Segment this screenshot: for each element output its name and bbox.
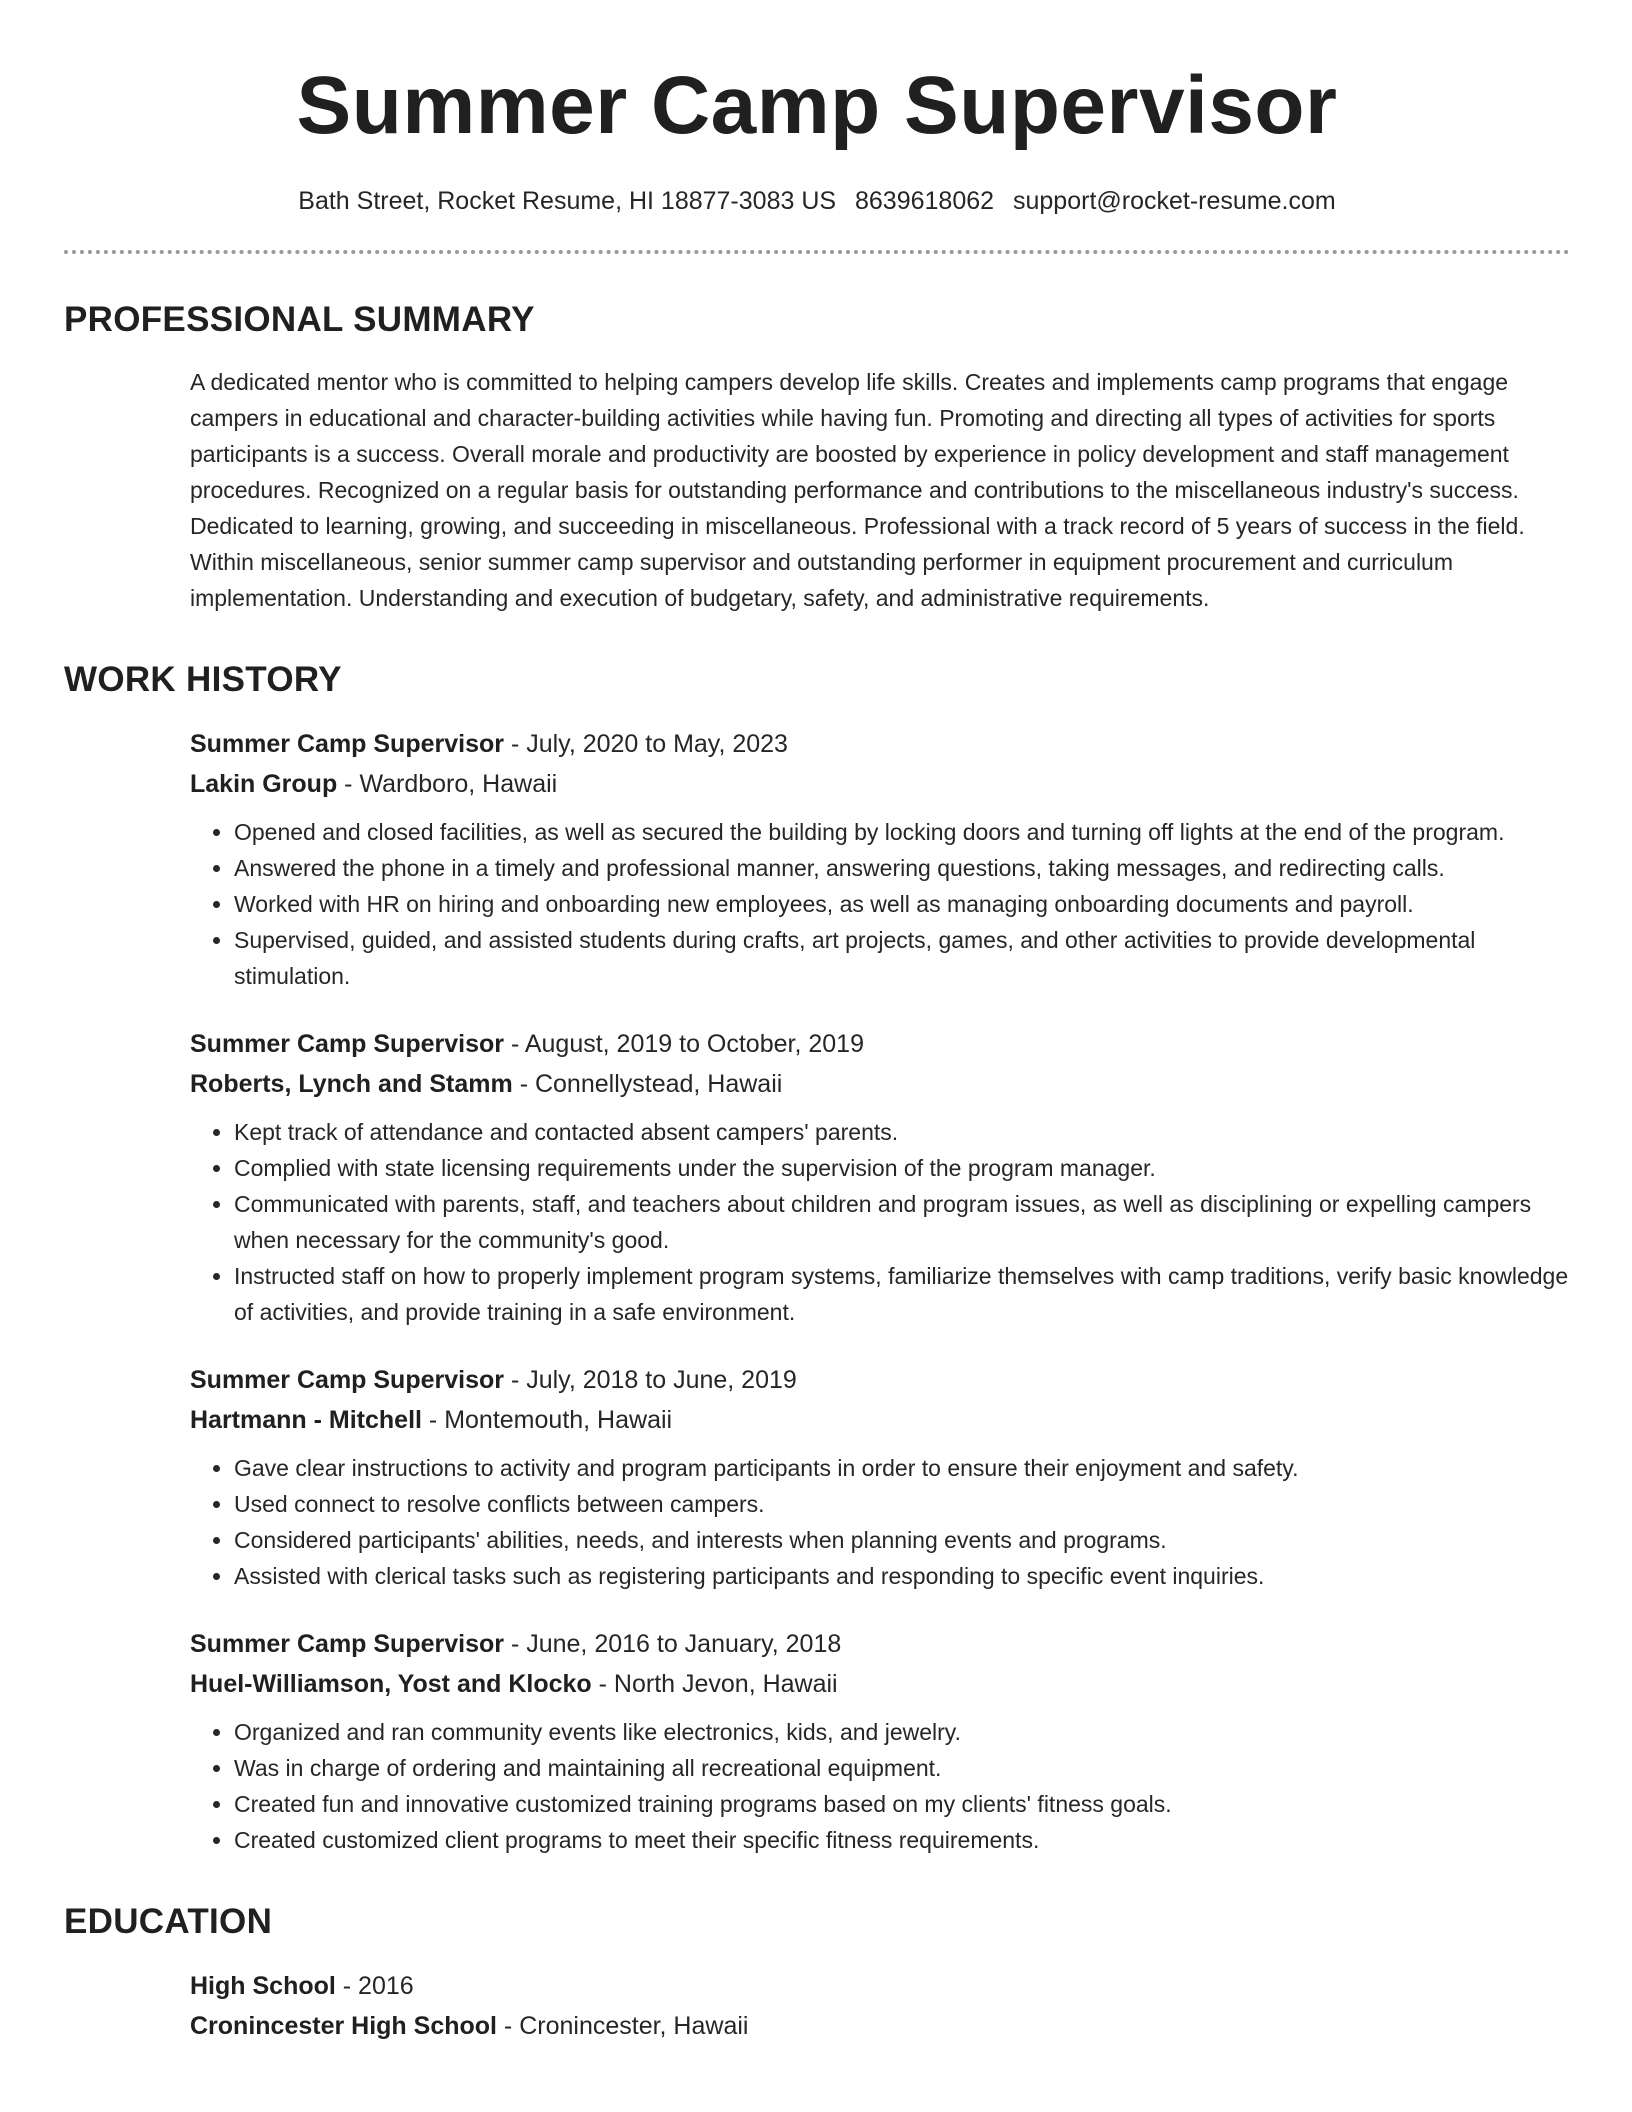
job-bullets — [190, 1114, 1570, 1330]
education-school-line — [190, 2006, 1570, 2046]
job-dates: - August, 2019 to October, 2019 — [504, 1030, 864, 1058]
job-entry — [190, 1624, 1570, 1858]
job-bullet: • Kept track of attendance and contacted absent campers' parents. — [234, 1114, 1570, 1150]
job-bullet: • Gave clear instructions to activity and program participants in order to ensure their enjoyment and safety. — [234, 1450, 1570, 1486]
education-degree: High School — [190, 1972, 336, 2000]
summary-heading: PROFESSIONAL SUMMARY — [64, 300, 535, 339]
job-entry — [190, 1024, 1570, 1330]
job-role: Summer Camp Supervisor — [190, 730, 504, 758]
job-entry — [190, 724, 1570, 994]
job-company: Huel-Williamson, Yost and Klocko — [190, 1670, 592, 1698]
education-year: - 2016 — [335, 1972, 414, 2000]
job-company: Hartmann - Mitchell — [190, 1406, 422, 1434]
job-location: - Wardboro, Hawaii — [337, 770, 558, 798]
contact-address: Bath Street, Rocket Resume, HI 18877-3083 US — [298, 187, 837, 215]
summary-text: A dedicated mentor who is committed to helping campers develop life skills. Creates and implements camp programs that engage campers in educational and character-building activities while having fun. Promoting and directing all types of activities for sports participants is a success. Overall morale and productivity are boosted by experience in policy development and staff management procedures. Recognized on a regular basis for outstanding performance and contributions to the miscellaneous industry's success. Dedicated to learning, growing, and succeeding in miscellaneous. Professional with a track record of 5 years of success in the field. Within miscellaneous, senior summer camp supervisor and outstanding performer in equipment procurement and curriculum implementation. Understanding and execution of budgetary, safety, and administrative requirements. — [190, 369, 1525, 611]
work-history-heading: WORK HISTORY — [64, 660, 342, 699]
header-divider — [64, 250, 1570, 254]
job-location: - North Jevon, Hawaii — [591, 1670, 838, 1698]
job-location: - Connellystead, Hawaii — [512, 1070, 783, 1098]
job-bullet: • Considered participants' abilities, needs, and interests when planning events and programs. — [234, 1522, 1570, 1558]
resume-name: Summer Camp Supervisor — [296, 60, 1338, 151]
work-history-section — [64, 658, 1570, 1858]
job-bullet: • Assisted with clerical tasks such as registering participants and responding to specific event inquiries. — [234, 1558, 1570, 1594]
job-role: Summer Camp Supervisor — [190, 1030, 504, 1058]
summary-section — [64, 298, 1570, 616]
education-degree-line — [190, 1966, 1570, 2006]
contact-line — [64, 184, 1570, 218]
job-bullet: • Communicated with parents, staff, and teachers about children and program issues, as well as disciplining or expelling campers when necessary for the community's good. — [234, 1186, 1570, 1258]
job-role: Summer Camp Supervisor — [190, 1366, 504, 1394]
education-section — [64, 1900, 1570, 2046]
job-bullet: • Supervised, guided, and assisted students during crafts, art projects, games, and other activities to provide developmental stimulation. — [234, 922, 1570, 994]
job-company-line — [190, 1400, 1570, 1440]
job-bullet: • Complied with state licensing requirements under the supervision of the program manager. — [234, 1150, 1570, 1186]
job-bullet: • Organized and ran community events like electronics, kids, and jewelry. — [234, 1714, 1570, 1750]
job-bullet: • Was in charge of ordering and maintaining all recreational equipment. — [234, 1750, 1570, 1786]
education-school: Cronincester High School — [190, 2012, 497, 2040]
job-company-line — [190, 1664, 1570, 1704]
job-company-line — [190, 1064, 1570, 1104]
job-entry — [190, 1360, 1570, 1594]
contact-phone: 8639618062 — [855, 187, 995, 215]
job-bullet: • Used connect to resolve conflicts between campers. — [234, 1486, 1570, 1522]
job-company: Lakin Group — [190, 770, 338, 798]
education-location: - Cronincester, Hawaii — [496, 2012, 749, 2040]
job-bullet: • Created customized client programs to meet their specific fitness requirements. — [234, 1822, 1570, 1858]
job-bullets — [190, 1450, 1570, 1594]
job-bullet: • Worked with HR on hiring and onboarding new employees, as well as managing onboarding documents and payroll. — [234, 886, 1570, 922]
job-bullets — [190, 814, 1570, 994]
job-bullet: • Opened and closed facilities, as well as secured the building by locking doors and turning off lights at the end of the program. — [234, 814, 1570, 850]
job-bullet: • Answered the phone in a timely and professional manner, answering questions, taking messages, and redirecting calls. — [234, 850, 1570, 886]
job-dates: - July, 2018 to June, 2019 — [504, 1366, 797, 1394]
education-entry — [190, 1966, 1570, 2046]
job-bullet: • Created fun and innovative customized training programs based on my clients' fitness goals. — [234, 1786, 1570, 1822]
job-title-line — [190, 1024, 1570, 1064]
job-title-line — [190, 1624, 1570, 1664]
education-heading: EDUCATION — [64, 1902, 273, 1941]
contact-email: support@rocket-resume.com — [1013, 187, 1336, 215]
job-bullet: • Instructed staff on how to properly implement program systems, familiarize themselves with camp traditions, verify basic knowledge of activities, and provide training in a safe environment. — [234, 1258, 1570, 1330]
job-title-line — [190, 1360, 1570, 1400]
job-role: Summer Camp Supervisor — [190, 1630, 504, 1658]
job-dates: - July, 2020 to May, 2023 — [504, 730, 788, 758]
job-location: - Montemouth, Hawaii — [421, 1406, 673, 1434]
job-company: Roberts, Lynch and Stamm — [190, 1070, 513, 1098]
job-bullets — [190, 1714, 1570, 1858]
job-dates: - June, 2016 to January, 2018 — [504, 1630, 842, 1658]
job-company-line — [190, 764, 1570, 804]
job-title-line — [190, 724, 1570, 764]
